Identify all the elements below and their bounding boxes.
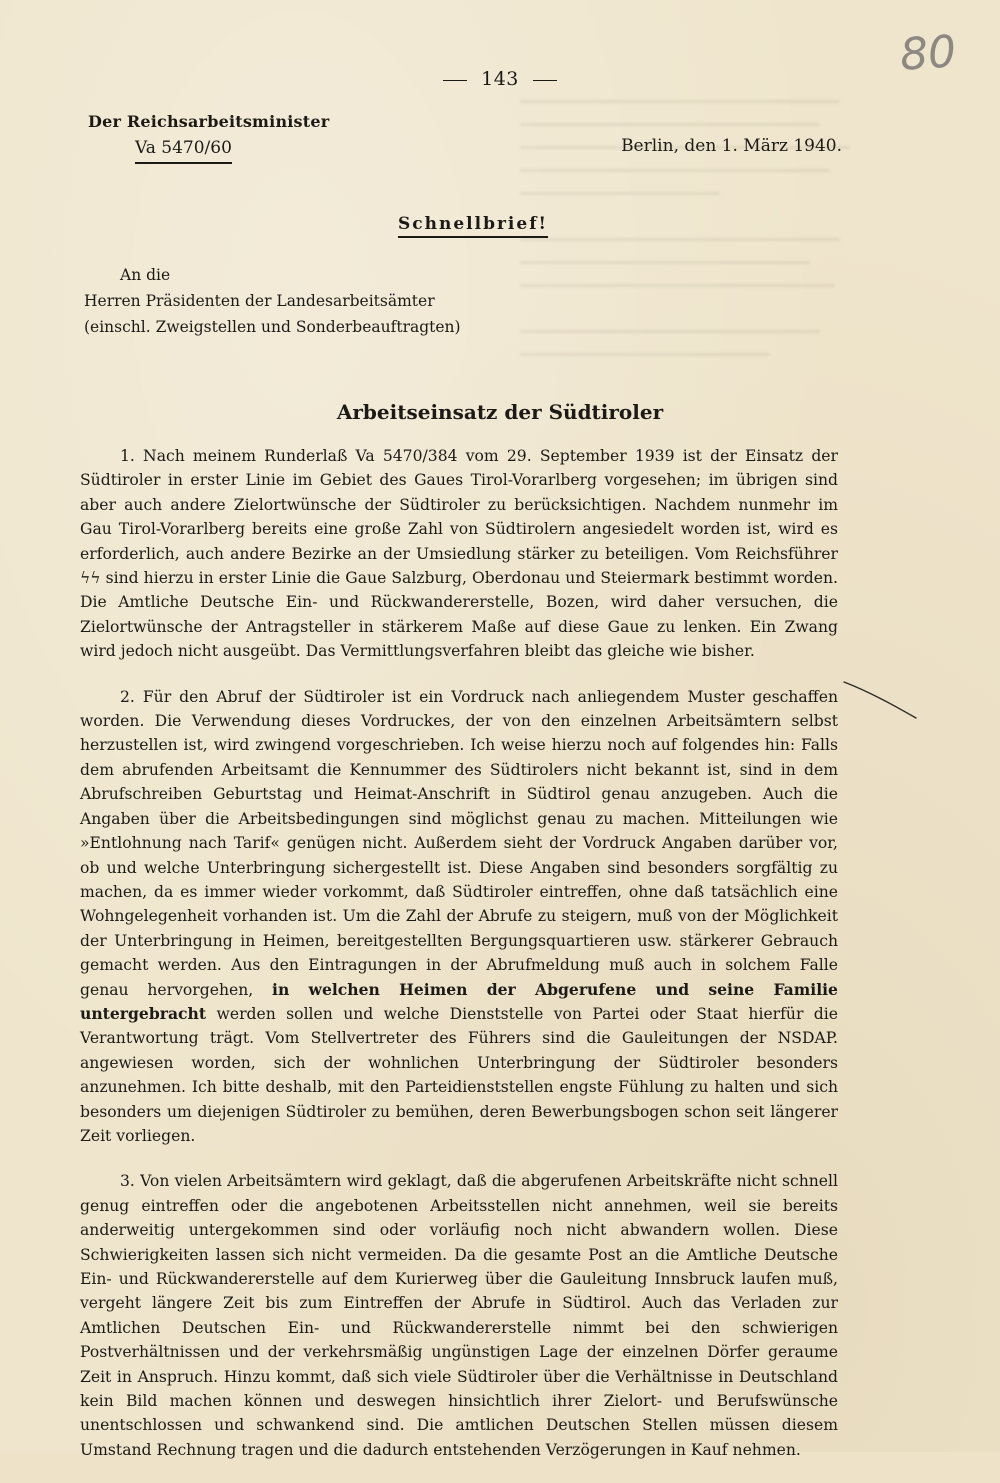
- page-number: [0, 68, 1000, 90]
- date-line: Berlin, den 1. März 1940.: [621, 136, 842, 156]
- urgency-label: Schnellbrief!: [398, 214, 548, 238]
- paragraph-2: [80, 685, 838, 1149]
- address-line-1: An die: [120, 266, 171, 284]
- paragraph-2-text-start: 2. Für den Abruf der Südtiroler ist ein Vordruck nach anliegendem Muster geschaffen worden. Die Verwendung dieses Vordruckes, der von den einzelnen Arbeitsämtern selbst herzustellen ist, wird zwingend vorgeschrieben. Ich weise hierzu noch auf folgendes hin: Falls dem abrufenden Arbeitsamt die Kennummer des Südtirolers nicht bekannt ist, sind in dem Abrufschreiben Geburtstag und Heimat-Anschrift in Südtirol genau anzugeben. Auch die Angaben über die Arbeitsbedingungen sind möglichst genau zu machen. Mitteilungen wie »Entlohnung nach Tarif« genügen nicht. Außerdem sieht der Vordruck Angaben darüber vor, ob und welche Unterbringung sichergestellt ist. Diese Angaben sind besonders sorgfältig zu machen, da es immer wieder vorkommt, daß Südtiroler eintreffen, ohne daß tatsächlich eine Wohngelegenheit vorhanden ist. Um die Zahl der Abrufe zu steigern, muß von der Möglichkeit der Unterbringung in Heimen, bereitgestellten Bergungsquartieren usw. stärkerer Gebrauch gemacht werden. Aus den Eintragungen in der Abrufmeldung muß auch in solchem Falle genau hervorgehen,: [80, 687, 838, 999]
- handwritten-folio-number: 80: [898, 26, 958, 81]
- pencil-margin-mark: [840, 676, 922, 722]
- document-body: [80, 444, 838, 1483]
- page-number-value: 143: [481, 68, 519, 90]
- paragraph-1: 1. Nach meinem Runderlaß Va 5470/384 vom 29. September 1939 ist der Einsatz der Südtiroler in erster Linie im Gebiet des Gaues Tirol-Vorarlberg vorgesehen; im übrigen sind aber auch andere Zielortwünsche der Südtiroler zu berücksichtigen. Nachdem nunmehr im Gau Tirol-Vorarlberg bereits eine große Zahl von Südtirolern angesiedelt worden ist, wird es erforderlich, auch andere Bezirke an der Umsiedlung stärker zu beteiligen. Vom Reichsführer ϟϟ sind hierzu in erster Linie die Gaue Salzburg, Oberdonau und Steiermark bestimmt worden. Die Amtliche Deutsche Ein- und Rückwandererstelle, Bozen, wird daher versuchen, die Zielortwünsche der Antragsteller in stärkerem Maße auf diese Gaue zu lenken. Ein Zwang wird jedoch nicht ausgeübt. Das Vermittlungsverfahren bleibt das gleiche wie bisher.: [80, 447, 838, 661]
- paragraph-2-text-end: werden sollen und welche Dienststelle von Partei oder Staat hierfür die Verantwortung trägt. Vom Stellvertreter des Führers sind die Gauleitungen der NSDAP. angewiesen worden, sich der wohnlichen Unterbringung der Südtiroler besonders anzunehmen. Ich bitte deshalb, mit den Parteidienststellen engste Fühlung zu halten und sich besonders um diejenigen Südtiroler zu bemühen, deren Bewerbungsbogen schon seit längerer Zeit vorliegen.: [80, 1004, 838, 1145]
- address-line-2: Herren Präsidenten der Landesarbeitsämter: [84, 292, 435, 310]
- address-block: [84, 262, 461, 340]
- address-line-3: (einschl. Zweigstellen und Sonderbeauftragten): [84, 318, 461, 336]
- document-title: Arbeitseinsatz der Südtiroler: [336, 400, 664, 424]
- paragraph-2-bold-phrase: in welchen Heimen der Abgerufene und seine Familie untergebracht: [80, 979, 838, 1023]
- reference-number: Va 5470/60: [135, 138, 232, 164]
- sender: Der Reichsarbeitsminister: [88, 112, 330, 131]
- page-number-dash-left: [443, 80, 467, 81]
- paragraph-3: 3. Von vielen Arbeitsämtern wird geklagt, daß die abgerufenen Arbeitskräfte nicht schnell genug eintreffen oder die angebotenen Arbeitsstellen nicht annehmen, weil sie bereits anderweitig untergekommen sind oder vorläufig noch nicht abwandern wollen. Diese Schwierigkeiten lassen sich nicht vermeiden. Da die gesamte Post an die Amtliche Deutsche Ein- und Rückwandererstelle auf dem Kurierweg über die Gauleitung Innsbruck laufen muß, vergeht längere Zeit bis zum Eintreffen der Abrufe in Südtirol. Auch das Verladen zur Amtlichen Deutschen Ein- und Rückwandererstelle nimmt bei den schwierigen Postverhältnissen und der verkehrsmäßig ungünstigen Lage der einzelnen Dörfer geraume Zeit in Anspruch. Hinzu kommt, daß sich viele Südtiroler über die Verhältnisse in Deutschland kein Bild machen können und deswegen hinsichtlich ihrer Zielort- und Berufswünsche unentschlossen und schwankend sind. Die amtlichen Deutschen Stellen müssen diesem Umstand Rechnung tragen und die dadurch entstehenden Verzögerungen in Kauf nehmen.: [80, 1172, 838, 1459]
- page-number-dash-right: [533, 80, 557, 81]
